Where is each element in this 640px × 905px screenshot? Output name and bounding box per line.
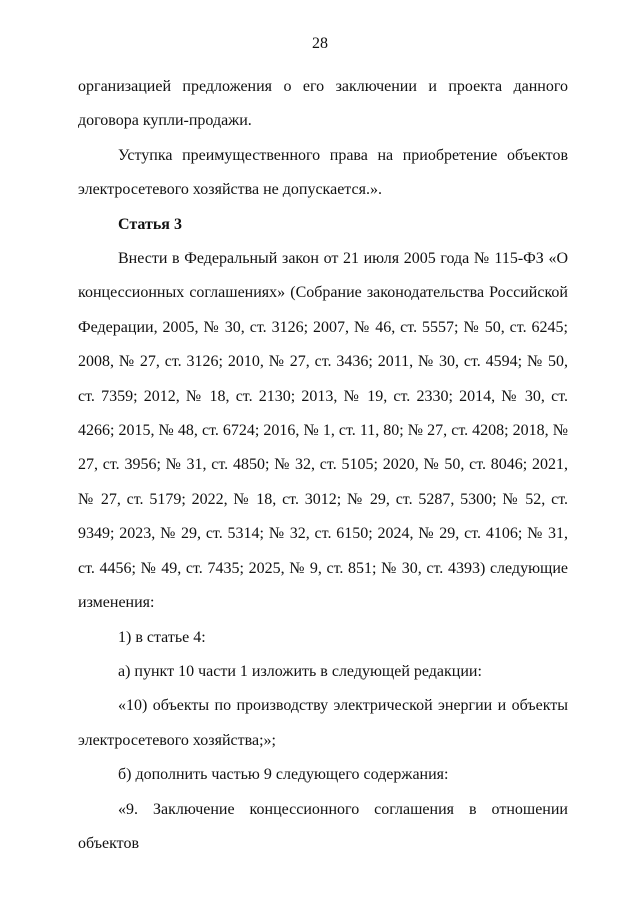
paragraph-assignment-prohibition: Уступка преимущественного права на приобретение объектов электросетевого хозяйства не допускается.». xyxy=(78,146,568,199)
paragraph-subitem-a: а) пункт 10 части 1 изложить в следующей редакции: xyxy=(118,662,482,680)
paragraph-continuation: организацией предложения о его заключении и проекта данного договора купли-продажи. xyxy=(78,78,568,130)
page-number: 28 xyxy=(312,35,328,52)
document-body xyxy=(78,70,568,861)
paragraph-quoted-point-10: «10) объекты по производству электрической энергии и объекты электросетевого хозяйства;»; xyxy=(78,697,568,749)
paragraph-item-1: 1) в статье 4: xyxy=(118,628,206,646)
article-heading: Статья 3 xyxy=(118,215,182,233)
paragraph-quoted-part-9: «9. Заключение концессионного соглашения в отношении объектов xyxy=(78,800,568,852)
paragraph-amendments-intro: Внести в Федеральный закон от 21 июля 2005 года № 115-ФЗ «О концессионных соглашениях» (Собрание законодательства Российской Федерации, 2005, № 30, ст. 3126; 2007, № 46, ст. 5557; № 50, ст. 6245; 2008, № 27, ст. 3126; 2010, № 27, ст. 3436; 2011, № 30, ст. 4594; № 50, ст. 7359; 2012, № 18, ст. 2130; 2013, № 19, ст. 2330; 2014, № 30, ст. 4266; 2015, № 48, ст. 6724; 2016, № 1, ст. 11, 80; № 27, ст. 4208; 2018, № 27, ст. 3956; № 31, ст. 4850; № 32, ст. 5105; 2020, № 50, ст. 8046; 2021, № 27, ст. 5179; 2022, № 18, ст. 3012; № 29, ст. 5287, 5300; № 52, ст. 9349; 2023, № 29, ст. 5314; № 32, ст. 6150; 2024, № 29, ст. 4106; № 31, ст. 4456; № 49, ст. 7435; 2025, № 9, ст. 851; № 30, ст. 4393) следующие изменения: xyxy=(78,250,568,612)
paragraph-subitem-b: б) дополнить частью 9 следующего содержания: xyxy=(118,766,449,784)
